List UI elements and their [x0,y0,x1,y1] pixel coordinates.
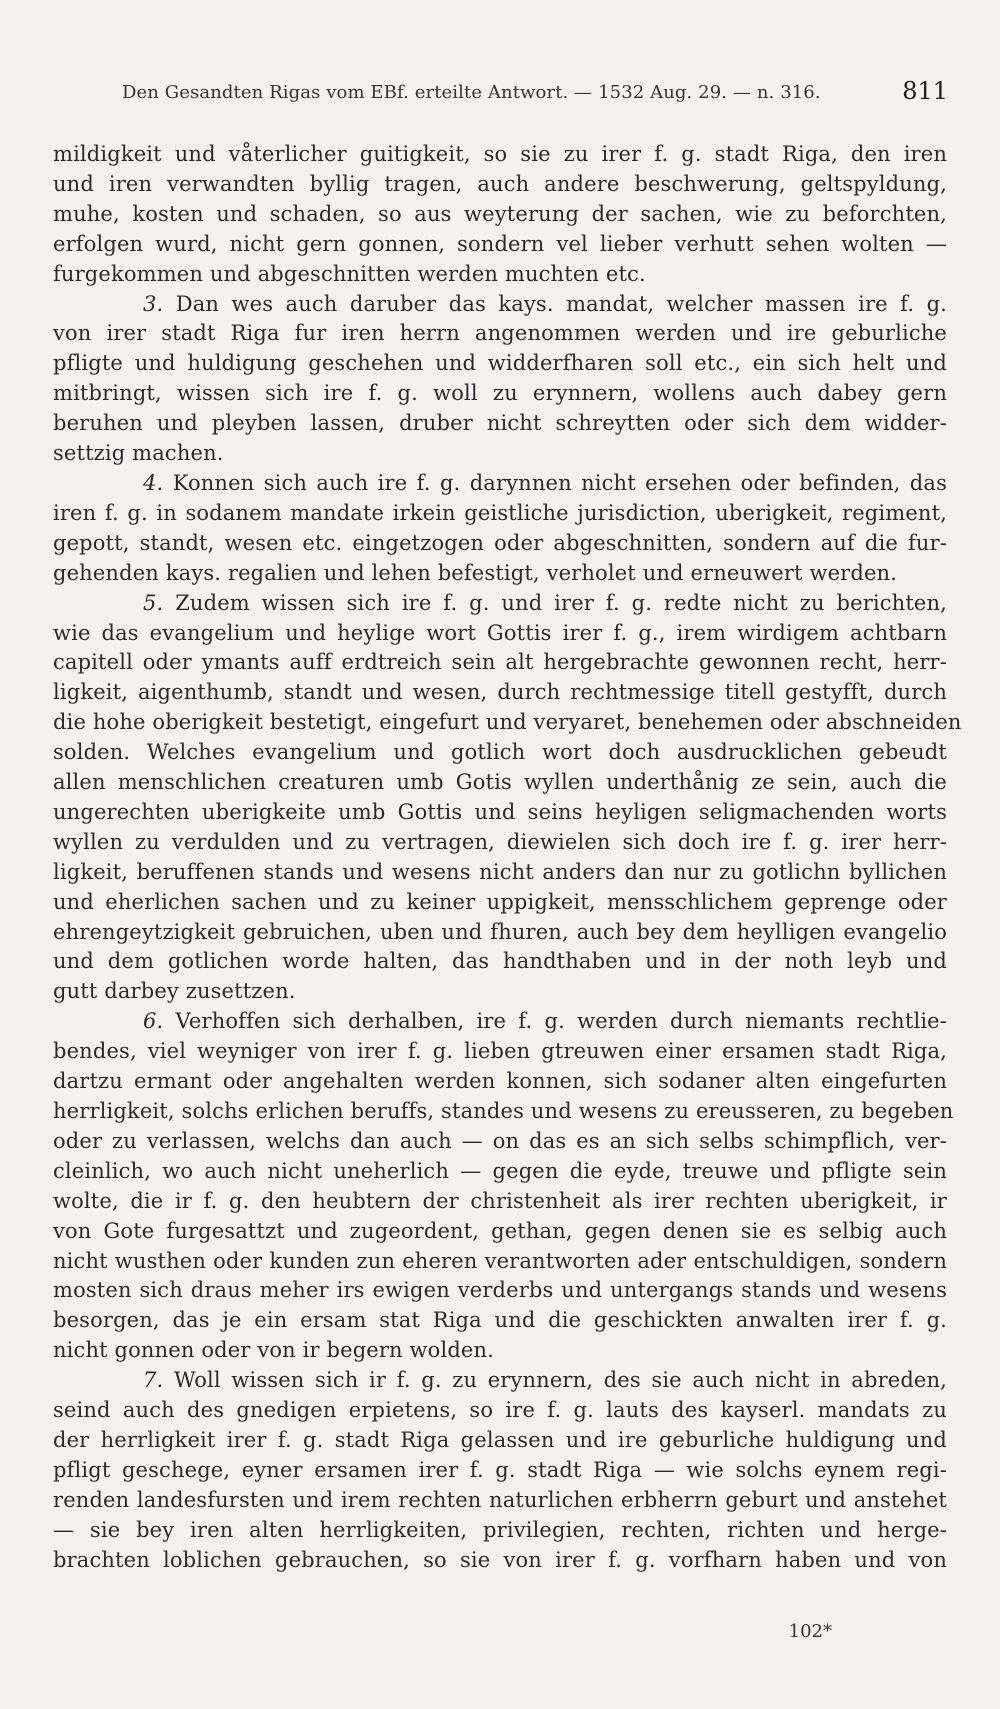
text-line [53,828,947,858]
line-text: muhe, kosten und schaden, so aus weyterung der sachen, wie zu beforchten, [53,201,947,226]
paragraph-start-line [53,1007,947,1037]
line-text: Woll wissen sich ir f. g. zu erynnern, des sie auch nicht in abreden, [173,1368,948,1393]
line-text: wie das evangelium und heylige wort Gottis irer f. g., irem wirdigem achtbarn [53,620,947,645]
text-line [53,1217,947,1247]
line-text: gepott, standt, wesen etc. eingetzogen oder abgeschnitten, sondern auf die fur- [53,530,947,555]
text-line [53,947,947,977]
line-text: beruhen und pleyben lassen, druber nicht schreytten oder sich dem widder- [53,411,947,436]
signature-mark: 102* [788,1621,832,1642]
text-line [53,1456,947,1486]
line-text: Konnen sich auch ire f. g. darynnen nicht ersehen oder befinden, das [172,470,947,495]
line-text: ligkeit, aigenthumb, standt und wesen, durch rechtmessige titell gestyfft, durch [53,680,947,705]
line-text: besorgen, das je ein ersam stat Riga und die geschickten anwalten irer f. g. [53,1308,947,1333]
line-text: wolte, die ir f. g. den heubtern der christenheit als irer rechten uberigkeit, ir [53,1188,947,1213]
line-text: erfolgen wurd, nicht gern gonnen, sondern vel lieber verhutt sehen wolten — [53,231,947,256]
line-text: von irer stadt Riga fur iren herrn angenommen werden und ire geburliche [53,321,947,346]
text-line [53,678,947,708]
text-line [53,1516,947,1546]
line-text: allen menschlichen creaturen umb Gotis wyllen underthånig ze sein, auch die [53,770,947,795]
text-line [53,738,947,768]
line-text: seind auch des gnedigen erpietens, so ire f. g. lauts des kayserl. mandats zu [53,1398,947,1423]
line-text: solden. Welches evangelium und gotlich wort doch ausdrucklichen gebeudt [53,740,947,765]
line-text: furgekommen und abgeschnitten werden muchten etc. [53,261,646,286]
text-line [53,977,947,1007]
paragraph-start-line [53,290,947,320]
line-text: mildigkeit und våterlicher guitigkeit, so sie zu irer f. g. stadt Riga, den iren [53,142,947,166]
line-text: ungerechten uberigkeite umb Gottis und seins heyligen seligmachenden worts [53,799,947,824]
line-text: brachten loblichen gebrauchen, so sie von irer f. g. vorfharn haben und von [53,1547,947,1572]
text-line [53,768,947,798]
line-text: und eherlichen sachen und zu keiner uppigkeit, mensschlichem geprenge oder [53,889,947,914]
line-text: ehrengeytzigkeit gebruichen, uben und fhuren, auch bey dem heylligen evangelio [53,919,947,944]
paragraph-start-line [53,1366,947,1396]
line-text: die hohe oberigkeit bestetigt, eingefurt und veryaret, benehemen oder abschneiden [53,710,962,735]
text-line [53,349,947,379]
text-line [53,1187,947,1217]
text-line [53,888,947,918]
line-text: pfligte und huldigung geschehen und widderfharen soll etc., ein sich helt und [53,351,947,376]
text-line [53,409,947,439]
line-text: pfligt geschege, eyner ersamen irer f. g. stadt Riga — wie solchs eynem regi- [53,1457,947,1482]
line-text: wyllen zu verdulden und zu vertragen, diewielen sich doch ire f. g. irer herr- [53,829,947,854]
text-line [53,559,947,589]
text-line [53,1097,954,1127]
line-text: gehenden kays. regalien und lehen befestigt, verholet und erneuwert werden. [53,560,898,585]
line-text: — sie bey iren alten herrligkeiten, privilegien, rechten, richten und herge- [53,1517,947,1542]
paragraph-start-line [53,589,947,619]
text-line [53,708,962,738]
line-text: mosten sich draus meher irs ewigen verderbs und untergangs stands und wesens [53,1278,947,1303]
text-line [53,1336,947,1366]
line-text: Zudem wissen sich ire f. g. und irer f. g. redte nicht zu berichten, [175,590,947,615]
text-line [53,200,947,230]
text-line [53,319,947,349]
text-line [53,1306,947,1336]
paragraph-number: 7. [143,1368,164,1393]
paragraph-start-line [53,469,947,499]
text-line [53,1067,947,1097]
text-line [53,1546,947,1576]
text-line [53,1037,947,1067]
line-text: ligkeit, beruffenen stands und wesens nicht anders dan nur zu gotlichn byllichen [53,859,947,884]
text-line [53,170,947,200]
line-text: settzig machen. [53,441,224,466]
line-text: oder zu verlassen, welchs dan auch — on das es an sich selbs schimpflich, ver- [53,1128,947,1153]
text-line [53,1127,947,1157]
text-line [53,529,947,559]
line-text: und iren verwandten byllig tragen, auch andere beschwerung, geltspyldung, [53,171,947,196]
line-text: Verhoffen sich derhalben, ire f. g. werden durch niemants rechtlie- [175,1009,948,1034]
line-text: iren f. g. in sodanem mandate irkein geistliche jurisdiction, uberigkeit, regiment, [53,500,947,525]
line-text: und dem gotlichen worde halten, das handthaben und in der noth leyb und [53,949,947,974]
line-text: von Gote furgesattzt und zugeordent, gethan, gegen denen sie es selbig auch [53,1218,947,1243]
text-line [53,1157,947,1187]
text-line [53,1426,947,1456]
text-line [53,260,947,290]
text-line [53,918,947,948]
text-line [53,1486,947,1516]
line-text: nicht wusthen oder kunden zun eheren verantworten ader entschuldigen, sondern [53,1248,947,1273]
paragraph-number: 4. [143,470,164,495]
line-text: capitell oder ymants auff erdtreich sein alt hergebrachte gewonnen recht, herr- [53,650,947,675]
line-text: nicht gonnen oder von ir begern wolden. [53,1338,495,1363]
text-line [53,1276,947,1306]
line-text: mitbringt, wissen sich ire f. g. woll zu erynnern, wollens auch dabey gern [53,381,947,406]
line-text: der herrligkeit irer f. g. stadt Riga gelassen und ire geburliche huldigung und [53,1427,947,1452]
paragraph-number: 3. [143,291,164,316]
line-text: Dan wes auch daruber das kays. mandat, welcher massen ire f. g. [175,291,947,316]
text-line [53,648,947,678]
line-text: cleinlich, wo auch nicht uneherlich — gegen die eyde, treuwe und pfligte sein [53,1158,947,1183]
paragraph-number: 6. [143,1009,164,1034]
line-text: gutt darbey zusettzen. [53,979,296,1004]
text-line [53,439,947,469]
text-line [53,499,947,529]
text-line [53,619,947,649]
text-line [53,858,947,888]
line-text: dartzu ermant oder angehalten werden konnen, sich sodaner alten eingefurten [53,1069,947,1094]
line-text: bendes, viel weyniger von irer f. g. lieben gtreuwen einer ersamen stadt Riga, [53,1039,947,1064]
text-line [53,379,947,409]
line-text: renden landesfursten und irem rechten naturlichen erbherrn geburt und anstehet [53,1487,947,1512]
text-line [53,798,947,828]
text-line [53,140,947,170]
page-number: 811 [902,77,948,105]
text-line [53,230,947,260]
paragraph-number: 5. [143,590,164,615]
body-text [53,140,962,1576]
text-line [53,1247,947,1277]
line-text: herrligkeit, solchs erlichen beruffs, standes und wesens zu ereusseren, zu begeben [53,1099,954,1123]
text-line [53,1396,947,1426]
running-title: Den Gesandten Rigas vom EBf. erteilte Antwort. — 1532 Aug. 29. — n. 316. [122,82,821,103]
